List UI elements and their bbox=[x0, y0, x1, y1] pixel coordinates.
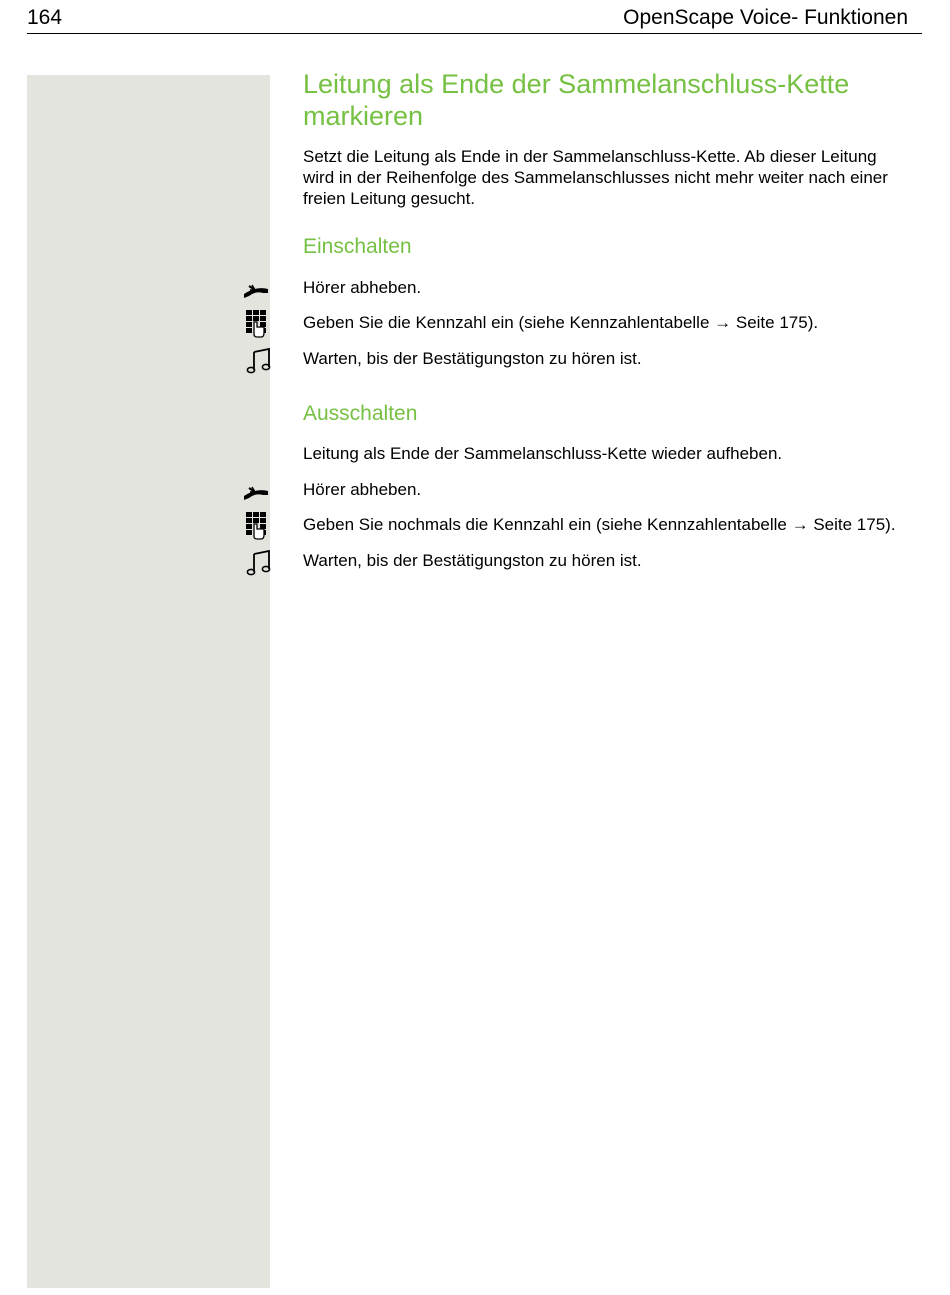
handset-lift-icon bbox=[241, 276, 271, 306]
section-title-line-1: Leitung als Ende der Sammelanschluss-Kette bbox=[303, 69, 850, 99]
ausschalten-step-1: Hörer abheben. bbox=[303, 480, 422, 499]
einschalten-step-2: Geben Sie die Kennzahl ein (siehe Kennzahlentabelle → Seite 175). bbox=[303, 313, 819, 332]
music-note-icon bbox=[244, 548, 274, 578]
einschalten-heading: Einschalten bbox=[303, 235, 412, 258]
section-title bbox=[303, 68, 849, 132]
einschalten-step-3: Warten, bis der Bestätigungston zu hören ist. bbox=[303, 349, 642, 368]
running-title: OpenScape Voice- Funktionen bbox=[623, 6, 908, 29]
section-intro bbox=[303, 146, 888, 209]
keypad-icon bbox=[244, 510, 274, 540]
handset-lift-icon bbox=[241, 478, 271, 508]
intro-line-3: freien Leitung gesucht. bbox=[303, 189, 476, 208]
intro-line-1: Setzt die Leitung als Ende in der Sammelanschluss-Kette. Ab dieser Leitung bbox=[303, 147, 877, 166]
icon-sidebar bbox=[27, 75, 270, 1288]
page-header bbox=[27, 0, 922, 34]
ausschalten-heading: Ausschalten bbox=[303, 402, 418, 425]
music-note-icon bbox=[244, 346, 274, 376]
einschalten-step-1: Hörer abheben. bbox=[303, 278, 422, 297]
ausschalten-step-2: Geben Sie nochmals die Kennzahl ein (siehe Kennzahlentabelle → Seite 175). bbox=[303, 515, 896, 534]
section-title-line-2: markieren bbox=[303, 101, 424, 131]
keypad-icon bbox=[244, 308, 274, 338]
page-number: 164 bbox=[27, 6, 63, 29]
intro-line-2: wird in der Reihenfolge des Sammelanschlusses nicht mehr weiter nach einer bbox=[303, 168, 888, 187]
ausschalten-intro: Leitung als Ende der Sammelanschluss-Kette wieder aufheben. bbox=[303, 444, 783, 463]
ausschalten-step-3: Warten, bis der Bestätigungston zu hören ist. bbox=[303, 551, 642, 570]
